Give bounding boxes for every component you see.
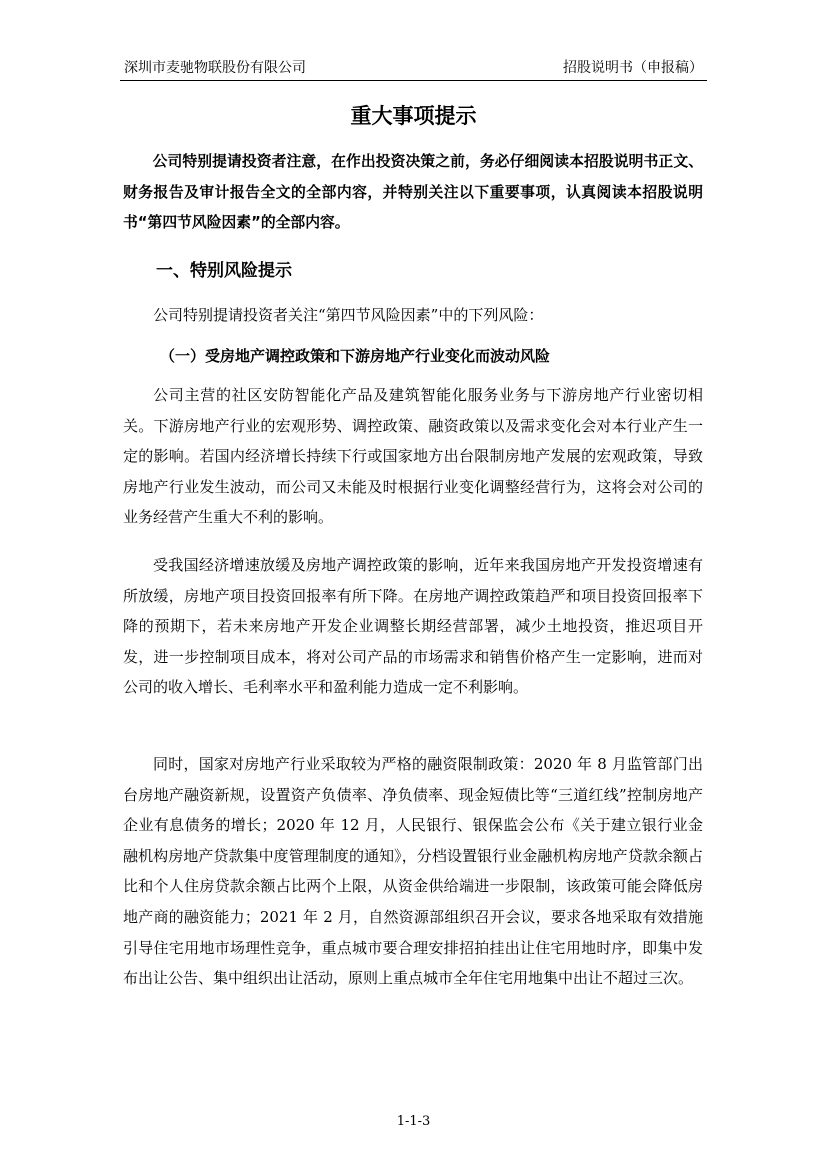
risk-paragraph-1: 公司主营的社区安防智能化产品及建筑智能化服务业务与下游房地产行业密切相关。下游房地产行业的宏观形势、调控政策、融资政策以及需求变化会对本行业产生一定的影响。若国内经济增长持续下行或国家地方出台限制房地产发展的宏观政策，导致房地产行业发生波动，而公司又未能及时根据行业变化调整经营行为，这将会对公司的业务经营产生重大不利的影响。	[123, 386, 703, 527]
header-divider	[120, 80, 707, 81]
risk-paragraph-2: 受我国经济增速放缓及房地产调控政策的影响，近年来我国房地产开发投资增速有所放缓，房地产项目投资回报率有所下降。在房地产调控政策趋严和项目投资回报率下降的预期下，若未来房地产开发企业调整长期经营部署，减少土地投资，推迟项目开发，进一步控制项目成本，将对公司产品的市场需求和销售价格产生一定影响，进而对公司的收入增长、毛利率水平和盈利能力造成一定不利影响。	[123, 556, 703, 697]
page-number: 1-1-3	[396, 1114, 431, 1129]
subsection-heading-real-estate-risk: （一）受房地产调控政策和下游房地产行业变化而波动风险	[160, 347, 551, 365]
page-title: 重大事项提示	[350, 104, 477, 128]
risk-paragraph-3: 同时，国家对房地产行业采取较为严格的融资限制政策：2020 年 8 月监管部门出台房地产融资新规，设置资产负债率、净负债率、现金短债比等“三道红线”控制房地产企业有息债务的增长；2020 年 12 月，人民银行、银保监会公布《关于建立银行业金融机构房地产贷款集中度管理制度的通知》，分档设置银行业金融机构房地产贷款余额占比和个人住房贷款余额占比两个上限，从资金供给端进一步限制，该政策可能会降低房地产商的融资能力；2021 年 2 月，自然资源部组织召开会议，要求各地采取有效措施引导住宅用地市场理性竞争，重点城市要合理安排招拍挂出让住宅用地时序，即集中发布出让公告、集中组织出让活动，原则上重点城市全年住宅用地集中出让不超过三次。	[123, 755, 703, 988]
section-heading-special-risk: 一、特别风险提示	[156, 261, 292, 281]
section-lead-paragraph: 公司特别提请投资者关注“第四节风险因素”中的下列风险：	[153, 306, 544, 324]
header-company-name: 深圳市麦驰物联股份有限公司	[124, 60, 306, 76]
header-document-name: 招股说明书（申报稿）	[563, 60, 703, 76]
intro-paragraph: 公司特别提请投资者注意，在作出投资决策之前，务必仔细阅读本招股说明书正文、财务报告及审计报告全文的全部内容，并特别关注以下重要事项，认真阅读本招股说明书“第四节风险因素”的全部内容。	[123, 153, 703, 232]
